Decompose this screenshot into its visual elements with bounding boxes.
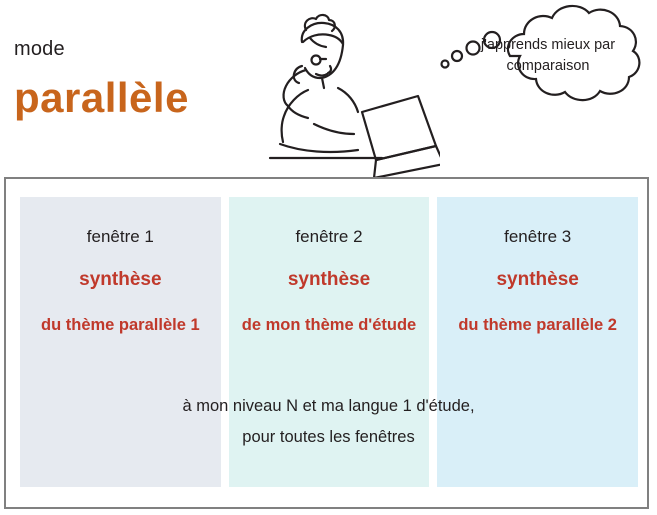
window-3-label: fenêtre 3 [504, 227, 572, 246]
window-3-synthesis-label: synthèse [496, 269, 579, 290]
window-3-detail: du thème parallèle 2 [458, 316, 617, 334]
window-2-label: fenêtre 2 [295, 227, 363, 246]
window-1-label: fenêtre 1 [86, 227, 154, 246]
footer-line-2: pour toutes les fenêtres [242, 428, 415, 447]
window-column-2 [229, 197, 430, 487]
parallel-mode-panel [4, 177, 649, 509]
window-1-synthesis-label: synthèse [79, 269, 162, 290]
footer-line-1: à mon niveau N et ma langue 1 d'étude, [182, 397, 475, 415]
header-area [0, 0, 657, 176]
windows-columns [20, 197, 638, 487]
mode-label: mode [14, 38, 65, 60]
person-thinking-at-laptop-illustration [210, 8, 440, 178]
window-column-3 [437, 197, 638, 487]
thought-bubble-text: j'apprends mieux par comparaison [480, 37, 616, 75]
window-2-detail: de mon thème d'étude [241, 316, 417, 334]
window-2-synthesis-label: synthèse [287, 269, 371, 290]
window-column-1 [20, 197, 221, 487]
mode-title: parallèle [14, 74, 189, 121]
window-1-detail: du thème parallèle 1 [41, 316, 200, 334]
thought-bubble-icon [440, 4, 655, 154]
